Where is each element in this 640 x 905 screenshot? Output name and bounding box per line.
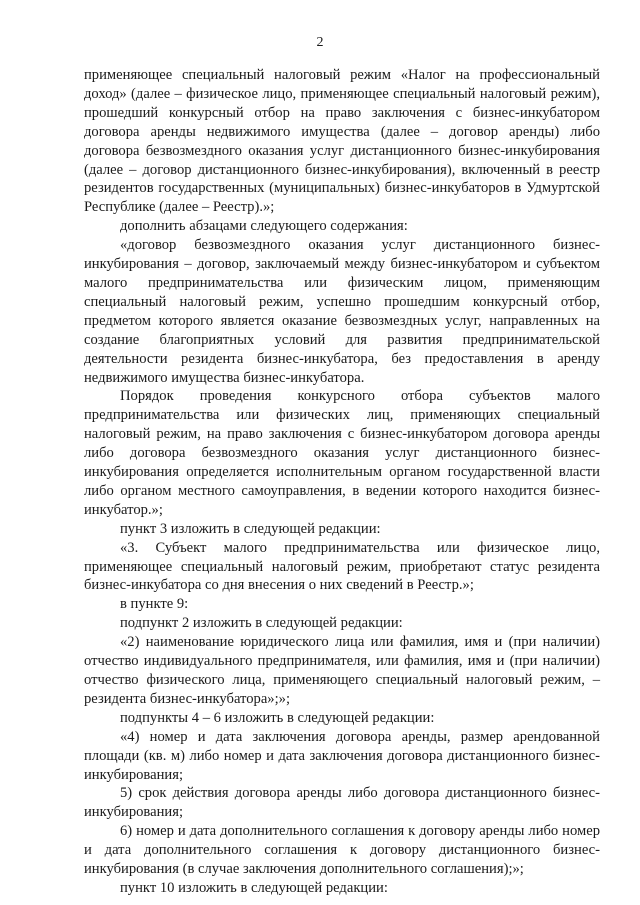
paragraph-subitem-2-instruction: подпункт 2 изложить в следующей редакции: — [120, 615, 403, 632]
document-body — [84, 66, 600, 898]
paragraph-continuation: применяющее специальный налоговый режим «Налог на профессиональный доход» (далее – физическое лицо, применяющее специальный налоговый режим), прошедший конкурсный отбор на право заключения с бизнес-инкубатором договора аренды недвижимого имущества (далее – договор аренды) либо договора безвозмездного оказания услуг дистанционного бизнес-инкубирования (далее – договор дистанционного бизнес-инкубирования), включенный в реестр резидентов государственных (муниципальных) бизнес-инкубаторов в Удмуртской Республике (далее – Реестр).»; — [84, 67, 600, 216]
paragraph-selection-procedure: Порядок проведения конкурсного отбора субъектов малого предпринимательства или физических лиц, применяющих специальный налоговый режим, на право заключения с бизнес-инкубатором договора аренды либо договора безвозмездного оказания услуг дистанционного бизнес-инкубирования определяется исполнительным органом государственной власти либо органом местного самоуправления, в ведении которого находится бизнес-инкубатор.»; — [84, 388, 600, 518]
paragraph-subitem-4: «4) номер и дата заключения договора аренды, размер арендованной площади (кв. м) либо номер и дата заключения договора дистанционного бизнес-инкубирования; — [84, 728, 600, 783]
paragraph-item-3-instruction: пункт 3 изложить в следующей редакции: — [120, 520, 381, 537]
paragraph-subitem-2-text: «2) наименование юридического лица или фамилия, имя и (при наличии) отчество индивидуального предпринимателя, или фамилия, имя и (при наличии) отчество физического лица, применяющего специальный налоговый режим, – резидента бизнес-инкубатора»;»; — [84, 634, 600, 707]
paragraph-item-10-instruction: пункт 10 изложить в следующей редакции: — [120, 879, 388, 896]
paragraph-subitem-5: 5) срок действия договора аренды либо договора дистанционного бизнес-инкубирования; — [84, 785, 600, 821]
paragraph-contract-definition: «договор безвозмездного оказания услуг дистанционного бизнес-инкубирования – договор, заключаемый между бизнес-инкубатором и субъектом малого предпринимательства или физическим лицом, применяющим специальный налоговый режим, успешно прошедшим конкурсный отбор, предметом которого является оказание безвозмездных услуг, направленных на создание благоприятных условий для развития предпринимательской деятельности резидента бизнес-инкубатора, без предоставления в аренду недвижимого имущества бизнес-инкубатора. — [84, 237, 600, 386]
paragraph-item-3-text: «3. Субъект малого предпринимательства или физическое лицо, применяющее специальный налоговый режим, приобретают статус резидента бизнес-инкубатора со дня внесения о них сведений в Реестр.»; — [84, 539, 600, 594]
paragraph-add-instruction: дополнить абзацами следующего содержания: — [120, 218, 408, 235]
paragraph-item-9-header: в пункте 9: — [120, 596, 189, 613]
page-number: 2 — [316, 35, 324, 50]
paragraph-subitems-4-6-instruction: подпункты 4 – 6 изложить в следующей редакции: — [120, 709, 435, 726]
paragraph-subitem-6: 6) номер и дата дополнительного соглашения к договору аренды либо номер и дата дополнительного соглашения к договору дистанционного бизнес-инкубирования (в случае заключения дополнительного соглашения);»; — [84, 823, 600, 878]
